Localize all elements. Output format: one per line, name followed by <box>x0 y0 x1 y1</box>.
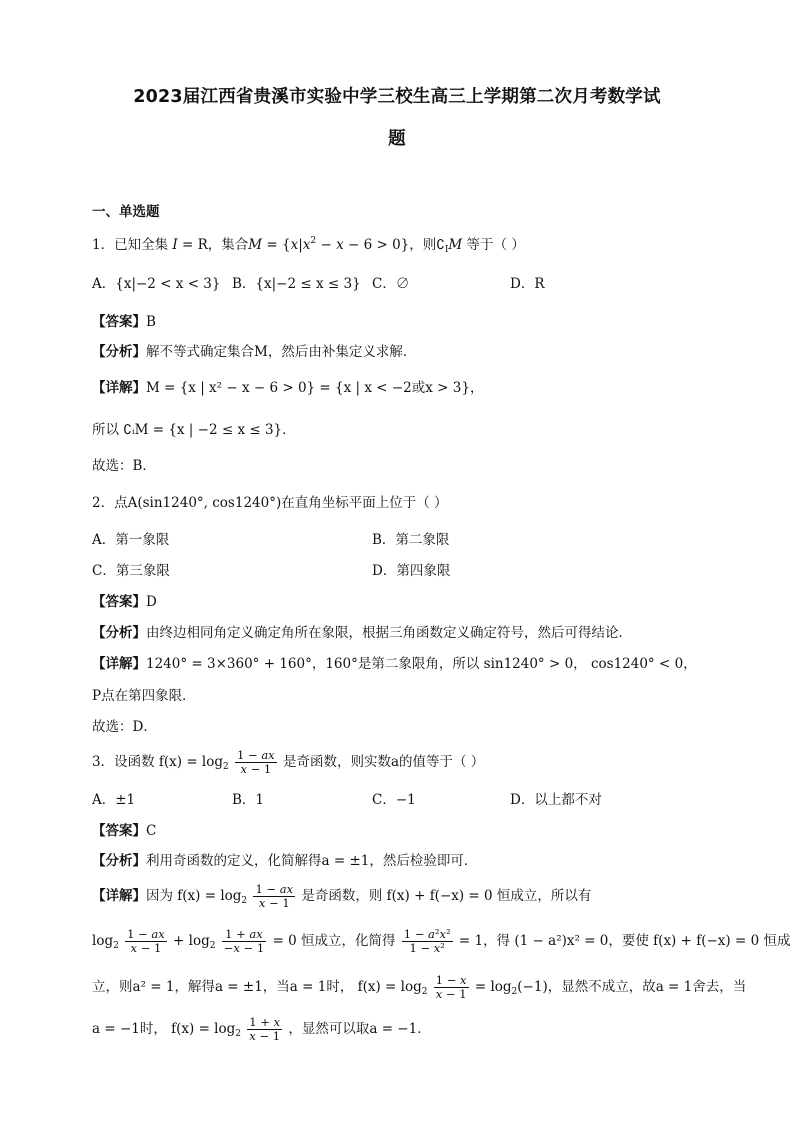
q1-stem: 1．已知全集 I = R，集合$M = \{x|x^2 - x - 6 > 0\}$，则$∁_IM$ 等于（ ） <box>92 236 525 255</box>
q2-conclusion: 故选：D． <box>92 719 157 735</box>
q3-stem: 3．设函数 $f(x) = \log_2$ $\frac{1 - ax}{x - 1}$ 是奇函数，则实数a的值等于（ ） <box>92 748 485 776</box>
document-title-line-2: 题 <box>388 129 406 149</box>
q2-analysis: 【分析】由终边相同角定义确定角所在象限，根据三角函数定义确定符号，然后可得结论． <box>92 625 632 641</box>
q2-option-a: A．第一象限 <box>92 532 170 548</box>
q3-detail-line-3: 立，则a² = 1，解得a = ±1，当a = 1时， $f(x) = \log_2$ $\frac{1 - x}{x - 1}$ = $\log_2(-1)$，显然不成立，故a = 1舍去，当 <box>92 973 747 1001</box>
q3-detail: 【详解】因为 $f(x) = \log_2$ $\frac{1 - ax}{x - 1}$ 是奇函数，则 f(x) + f(−x) = 0 恒成立，所以有 <box>92 882 592 910</box>
q1-option-d: D．R <box>510 276 545 292</box>
q3-detail-line-2: $\log_2$ $\frac{1 - ax}{x - 1}$ + $\log_2$ $\frac{1 + ax}{-x - 1}$ = 0 恒成立，化简得 $\frac{\text{1 − a²x²}}{\text{1 − x²}}$ = 1，得 (1 − a²)x² = 0，要使 f(x) + f(−x) = 0 恒成 <box>92 927 791 955</box>
section-heading: 一、单选题 <box>92 204 160 220</box>
q2-option-c: C．第三象限 <box>92 563 170 579</box>
q3-fraction: $\frac{1 - ax}{x - 1}$ <box>237 748 275 776</box>
q1-detail-2: 所以 ∁ᵢM = {x | −2 ≤ x ≤ 3}． <box>92 422 296 438</box>
q3-option-c: C．−1 <box>372 792 416 808</box>
q1-answer: 【答案】B <box>92 314 156 330</box>
q3-option-d: D．以上都不对 <box>510 792 602 808</box>
q2-answer: 【答案】D <box>92 594 157 610</box>
q1-option-c: C．∅ <box>372 276 410 292</box>
q3-answer: 【答案】C <box>92 823 157 839</box>
q3-analysis: 【分析】利用奇函数的定义，化简解得a = ±1，然后检验即可． <box>92 853 478 869</box>
q2-option-d: D．第四象限 <box>372 563 451 579</box>
q3-detail-line-4: a = −1时， $f(x) = \log_2$ $\frac{1 + x}{x - 1}$ ，显然可以取a = −1． <box>92 1015 431 1043</box>
q2-stem: 2．点A(sin1240°, cos1240°)在直角坐标平面上位于（ ） <box>92 495 448 511</box>
q2-detail: 【详解】1240° = 3×360° + 160°，160°是第二象限角，所以 sin1240° > 0， cos1240° < 0， <box>92 656 697 672</box>
q1-conclusion: 故选：B． <box>92 458 156 474</box>
q1-option-a: A．{x|−2 < x < 3} <box>92 276 221 292</box>
q3-option-a: A．±1 <box>92 792 136 808</box>
q2-option-b: B．第二象限 <box>372 532 450 548</box>
q1-analysis: 【分析】解不等式确定集合M，然后由补集定义求解． <box>92 344 417 360</box>
q1-detail: 【详解】M = {x | x² − x − 6 > 0} = {x | x < −2或x > 3}， <box>92 380 484 396</box>
q1-option-b: B．{x|−2 ≤ x ≤ 3} <box>232 276 361 292</box>
q2-detail-2: P点在第四象限． <box>92 688 196 704</box>
q3-option-b: B．1 <box>232 792 265 808</box>
document-title-line-1: 2023届江西省贵溪市实验中学三校生高三上学期第二次月考数学试 <box>133 87 661 107</box>
